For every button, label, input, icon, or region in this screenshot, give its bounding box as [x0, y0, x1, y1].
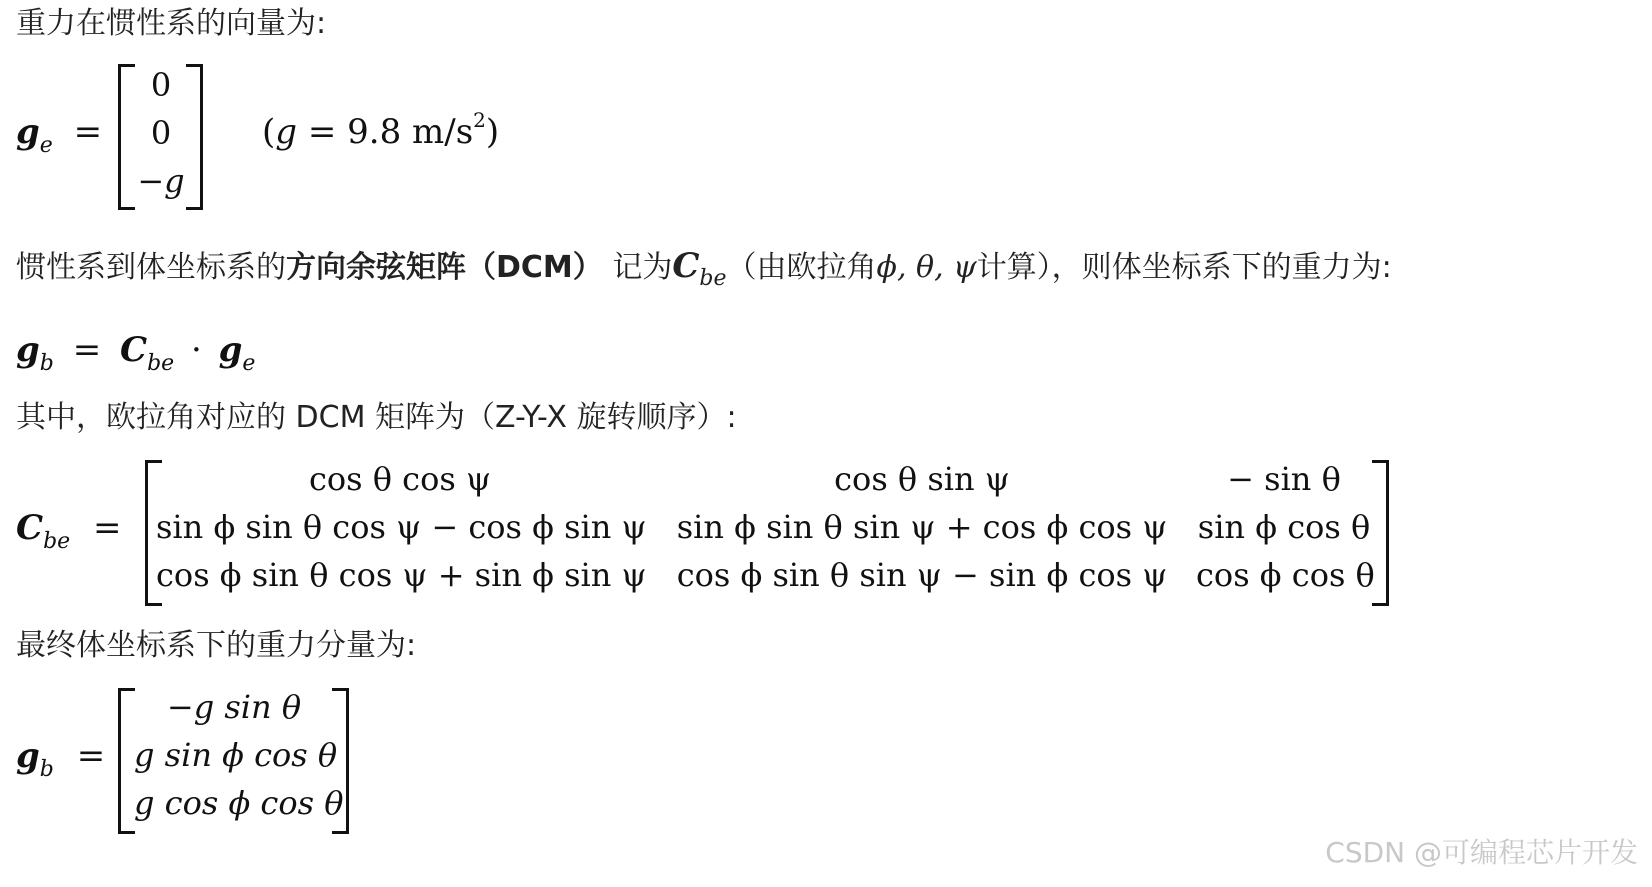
result-cell: g sin ϕ cos θ — [134, 736, 338, 774]
paragraph-gravity-inertial: 重力在惯性系的向量为: — [16, 6, 327, 41]
gravity-value-note: (g = 9.8 $m/s^2$) — [262, 108, 500, 152]
equation-gb-product: $g_b = C_{be} \cdot g_e$ — [16, 330, 256, 376]
result-right-bracket — [332, 688, 349, 834]
matrix-right-bracket — [186, 64, 203, 210]
matrix-cell: 0 — [150, 66, 172, 104]
paragraph-final-components: 最终体坐标系下的重力分量为: — [16, 628, 417, 663]
dcm-cell: sin ϕ sin θ cos ψ − cos ϕ sin ψ — [156, 508, 647, 546]
equals-sign: = — [73, 112, 103, 152]
result-left-bracket — [118, 688, 135, 834]
dcm-cell: cos θ cos ψ — [308, 460, 492, 498]
equation-cbe-lhs: $C_{be}$ = — [16, 508, 122, 554]
dcm-cell: cos ϕ sin θ cos ψ + sin ϕ sin ψ — [156, 556, 647, 594]
dcm-cell: cos ϕ sin θ sin ψ − sin ϕ cos ψ — [676, 556, 1168, 594]
dcm-cell: sin ϕ sin θ sin ψ + cos ϕ cos ψ — [676, 508, 1168, 546]
csdn-watermark: CSDN @可编程芯片开发 — [1325, 836, 1638, 869]
dcm-cell: cos ϕ cos θ — [1196, 556, 1375, 594]
result-cell: g cos ϕ cos θ — [134, 784, 344, 822]
subscript-e: e — [39, 133, 53, 158]
symbol-g: g — [16, 112, 40, 152]
dcm-cell: sin ϕ cos θ — [1197, 508, 1371, 546]
matrix-cell: 0 — [150, 114, 172, 152]
equation-ge-lhs — [16, 112, 103, 158]
paragraph-dcm-order: 其中，欧拉角对应的 DCM 矩阵为（Z-Y-X 旋转顺序）: — [16, 400, 737, 435]
dcm-cell: cos θ sin ψ — [834, 460, 1010, 498]
equation-gb-lhs: $g_b$ = — [16, 736, 106, 782]
dcm-cell: − sin θ — [1227, 460, 1341, 498]
matrix-left-bracket — [118, 64, 135, 210]
paragraph-dcm-intro: 惯性系到体坐标系的方向余弦矩阵（DCM） 记为$C_{be}$（由欧拉角ϕ, θ, ψ计算），则体坐标系下的重力为: — [16, 246, 1392, 291]
result-cell: −g sin θ — [166, 688, 302, 726]
matrix-cell: −g — [137, 162, 185, 200]
